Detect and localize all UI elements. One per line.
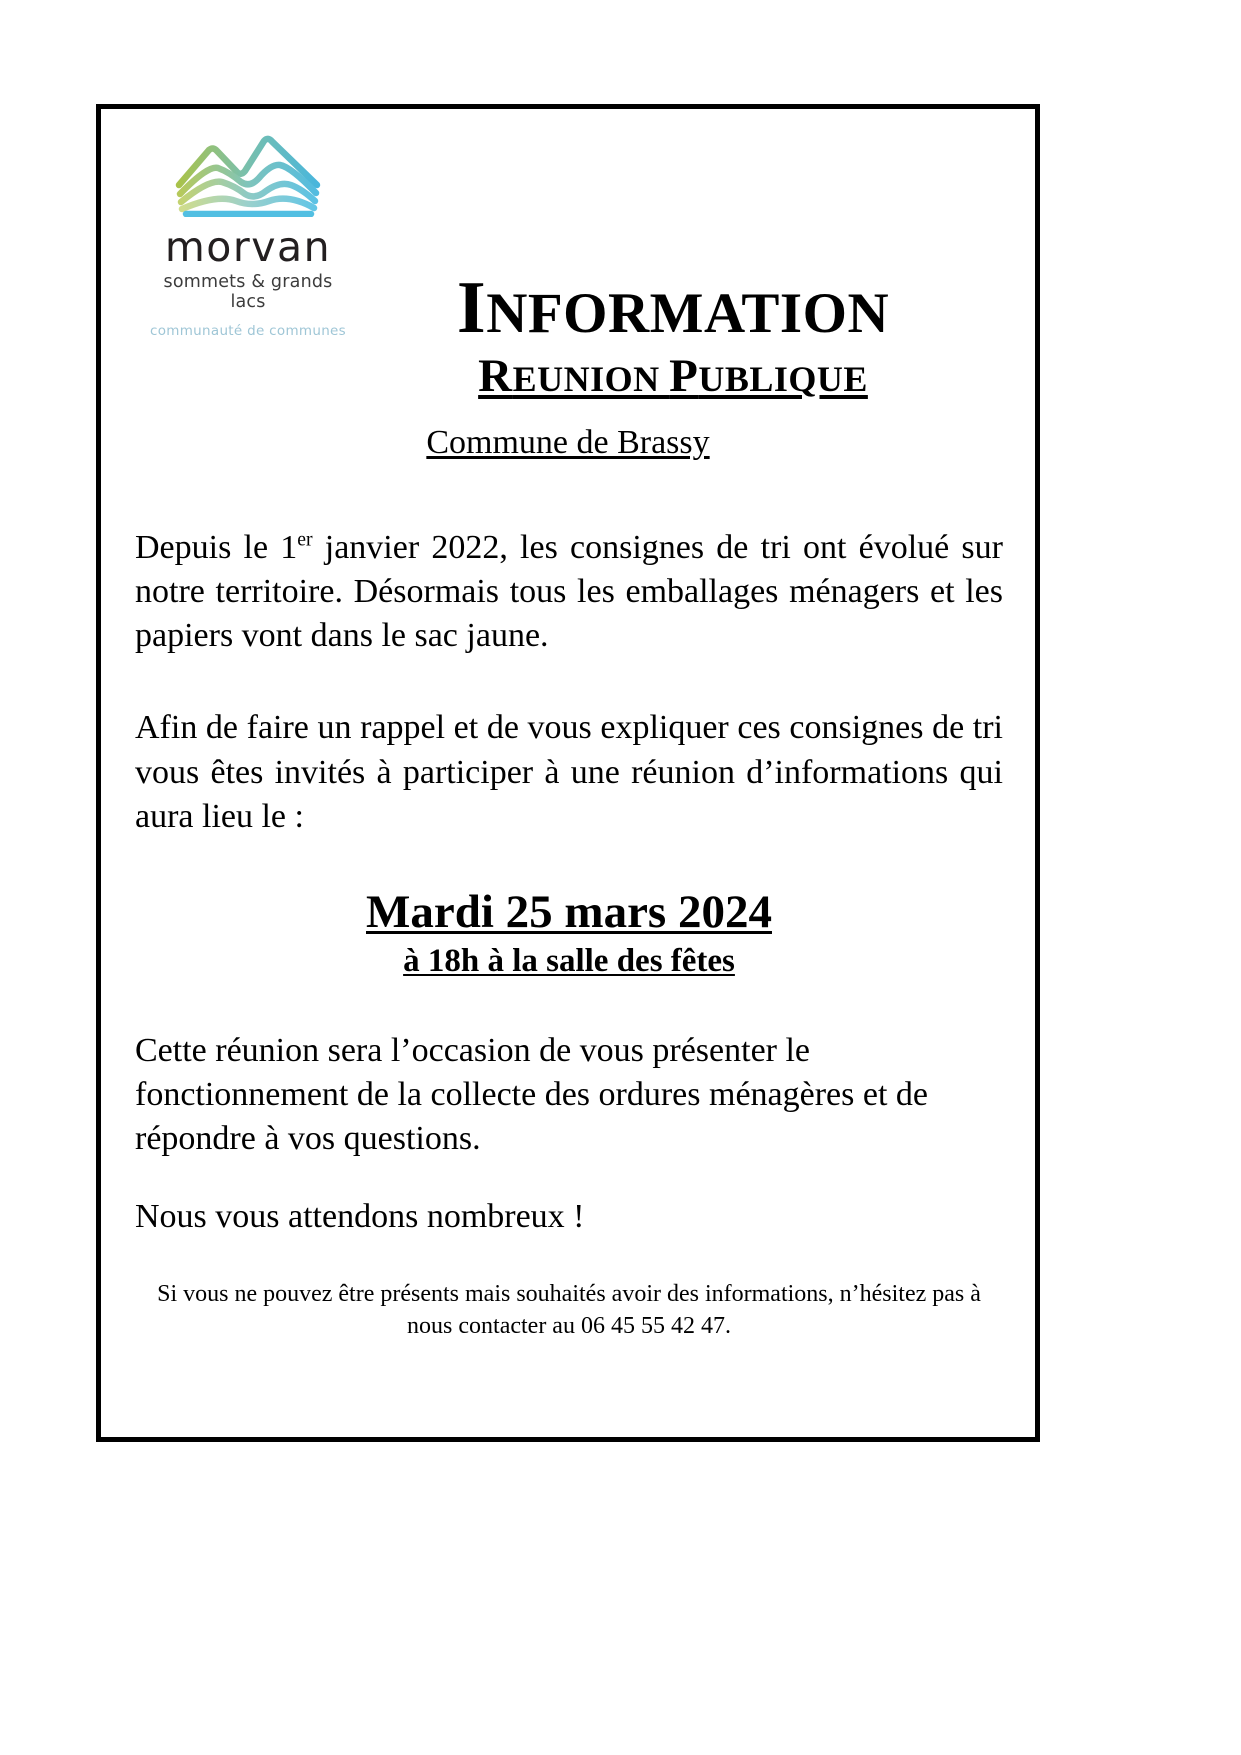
paragraph-1-part-1: Depuis le 1 xyxy=(135,528,298,566)
logo-tagline: sommets & grands lacs xyxy=(163,272,333,313)
page-subtitle-initial2: P xyxy=(669,350,699,403)
page-title xyxy=(337,267,1009,349)
poster-titles xyxy=(337,267,1009,403)
mountains-waves-icon xyxy=(173,125,323,217)
spacer xyxy=(127,464,1009,526)
footer-contact-note: Si vous ne pouvez être présents mais souhaités avoir des informations, n’hésitez pas à nous contacter au 06 45 55 42 47. xyxy=(157,1281,981,1339)
spacer xyxy=(135,981,1003,1029)
commune-line xyxy=(127,423,1009,464)
page-subtitle-word1: EUNION xyxy=(512,359,670,400)
event-details xyxy=(135,887,1003,981)
spacer xyxy=(135,1161,1003,1195)
spacer xyxy=(135,839,1003,887)
logo-wordmark: morvan xyxy=(164,223,332,271)
page-subtitle-word2: UBLIQUE xyxy=(698,359,868,400)
poster-content xyxy=(101,109,1035,1437)
page-title-initial: I xyxy=(456,267,487,349)
page-title-rest: NFORMATION xyxy=(486,282,890,345)
logo-subtagline: communauté de communes xyxy=(149,323,346,340)
page-subtitle-initial: R xyxy=(478,350,513,403)
event-time-place: à 18h à la salle des fêtes xyxy=(403,942,735,979)
poster-frame xyxy=(96,104,1040,1442)
paragraph-closing: Nous vous attendons nombreux ! xyxy=(135,1198,585,1236)
commune-label: Commune de Brassy xyxy=(426,424,710,461)
paragraph-objectif: Cette réunion sera l’occasion de vous présenter le fonctionnement de la collecte des ordures ménagères et de répondre à vos questions. xyxy=(135,1031,928,1157)
paragraph-consignes xyxy=(135,526,1003,659)
paragraph-invitation: Afin de faire un rappel et de vous expliquer ces consignes de tri vous êtes invités à participer à une réunion d’informations qui aura lieu le : xyxy=(135,709,1003,835)
poster-header xyxy=(127,121,1009,403)
morvan-logo xyxy=(149,125,347,340)
ordinal-suffix: er xyxy=(297,528,313,551)
page-subtitle xyxy=(337,352,1009,401)
spacer xyxy=(135,658,1003,706)
poster-body xyxy=(127,526,1009,1343)
paragraph-1-part-2: janvier 2022, les consignes de tri ont évolué sur notre territoire. Désormais tous les emballages ménagers et les papiers vont dans le sac jaune. xyxy=(135,528,1003,655)
event-date: Mardi 25 mars 2024 xyxy=(366,885,772,938)
